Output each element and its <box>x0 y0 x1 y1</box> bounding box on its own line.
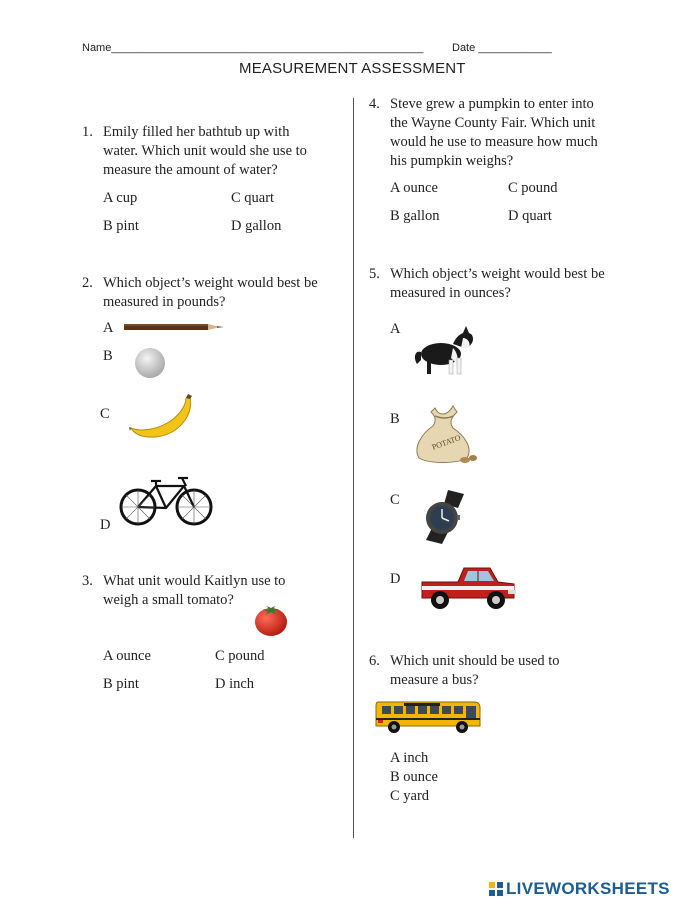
option-a[interactable]: A <box>103 320 114 336</box>
watch-icon <box>418 488 474 546</box>
truck-icon <box>418 560 518 612</box>
option-c[interactable]: C yard <box>390 788 430 804</box>
banana-icon <box>128 394 196 440</box>
question-text: Steve grew a pumpkin to enter into the Wayne County Fair. Which unit would he use to measure how much his pumpkin weighs? <box>390 96 598 169</box>
option-b[interactable]: B pint <box>103 676 139 692</box>
question-number: 5. <box>369 266 380 282</box>
logo-text: LIVEWORKSHEETS <box>506 879 670 898</box>
column-divider <box>353 98 354 838</box>
option-a[interactable]: A ounce <box>390 180 438 196</box>
question-text: Which object’s weight would best be measured in ounces? <box>390 266 605 301</box>
name-label: Name <box>82 42 112 54</box>
school-bus-icon <box>374 696 484 736</box>
question-text: Which object’s weight would best be measured in pounds? <box>103 275 318 310</box>
option-d[interactable]: D gallon <box>231 218 282 234</box>
tomato-icon <box>253 602 289 638</box>
page-title: MEASUREMENT ASSESSMENT <box>239 60 466 77</box>
option-b[interactable]: B ounce <box>390 769 438 785</box>
option-b[interactable]: B <box>390 411 400 427</box>
name-line: ___________________________________________________ <box>111 42 424 54</box>
date-field <box>452 42 552 54</box>
option-c[interactable]: C pound <box>215 648 265 664</box>
date-line: ____________ <box>478 42 552 54</box>
option-d[interactable]: D inch <box>215 676 255 692</box>
pencil-icon <box>124 321 228 333</box>
question-number: 2. <box>82 275 93 291</box>
svg-text:POTATO: POTATO <box>430 433 462 452</box>
option-b[interactable]: B pint <box>103 218 139 234</box>
ball-icon <box>133 346 167 380</box>
liveworksheets-logo <box>489 879 670 899</box>
date-label: Date <box>452 42 476 54</box>
option-c[interactable]: C <box>100 406 110 422</box>
question-number: 1. <box>82 124 93 140</box>
option-d[interactable]: D <box>390 571 401 587</box>
bicycle-icon <box>118 472 214 528</box>
option-a[interactable]: A <box>390 321 401 337</box>
dog-icon <box>413 320 477 376</box>
option-c[interactable]: C <box>390 492 400 508</box>
question-text: What unit would Kaitlyn use to weigh a small tomato? <box>103 573 286 608</box>
question-text: Emily filled her bathtub up with water. Which unit would she use to measure the amount of water? <box>103 124 307 178</box>
option-a[interactable]: A inch <box>390 750 429 766</box>
question-number: 3. <box>82 573 93 589</box>
option-b[interactable]: B <box>103 348 113 364</box>
name-field <box>82 42 423 54</box>
question-number: 4. <box>369 96 380 112</box>
answer-options <box>390 749 438 806</box>
option-c[interactable]: C quart <box>231 190 275 206</box>
potato-sack-icon <box>413 402 477 464</box>
option-d[interactable]: D quart <box>508 208 552 224</box>
option-d[interactable]: D <box>100 517 111 533</box>
option-a[interactable]: A cup <box>103 190 138 206</box>
option-c[interactable]: C pound <box>508 180 558 196</box>
logo-icon <box>489 882 503 896</box>
option-a[interactable]: A ounce <box>103 648 151 664</box>
question-number: 6. <box>369 653 380 669</box>
option-b[interactable]: B gallon <box>390 208 440 224</box>
question-text: Which unit should be used to measure a bus? <box>390 653 560 688</box>
